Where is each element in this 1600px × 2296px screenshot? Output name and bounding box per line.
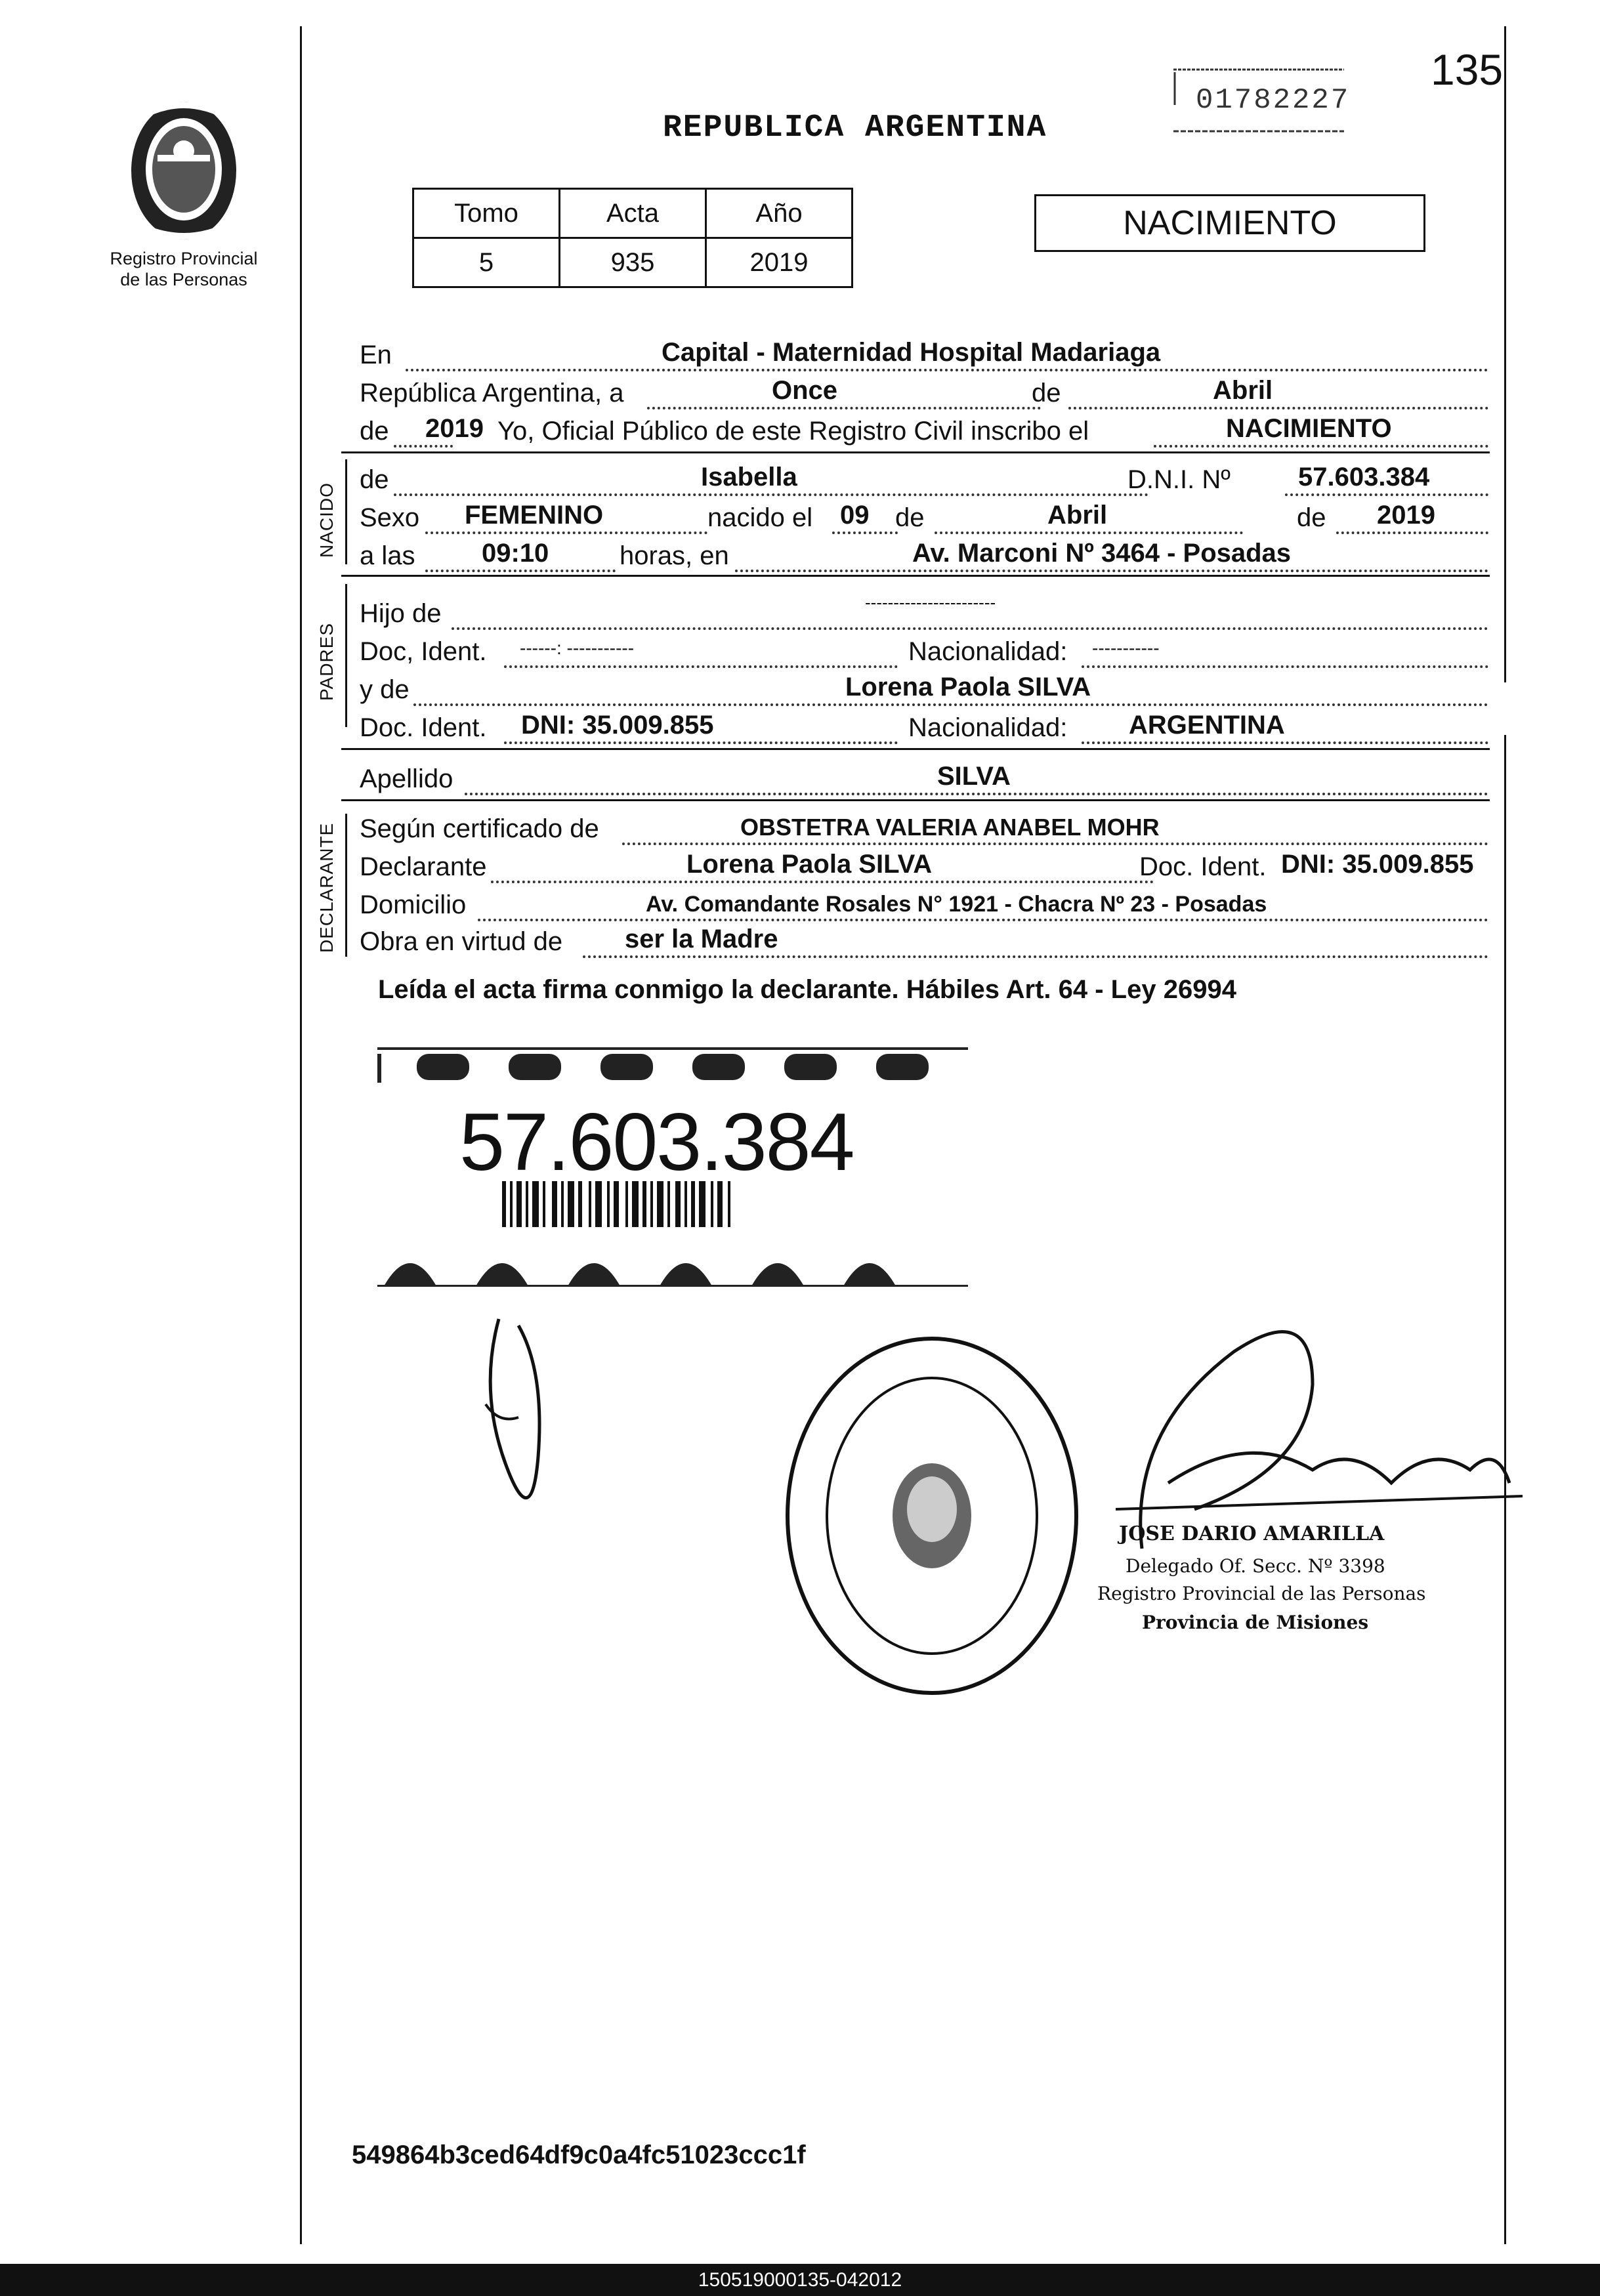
logo-caption-line1: Registro Provincial: [110, 249, 258, 268]
birth-place: Av. Marconi Nº 3464 - Posadas: [912, 539, 1292, 568]
dotted-line: [735, 570, 1488, 572]
de-label: de: [1297, 503, 1326, 532]
nacido-side-label: NACIDO: [316, 482, 337, 558]
sexo-value: FEMENINO: [465, 501, 604, 530]
hijo-value: -----------------------: [865, 593, 996, 612]
closing-statement: Leída el acta firma conmigo la declarante. Hábiles Art. 64 - Ley 26994: [378, 975, 1236, 1004]
signer-province: Provincia de Misiones: [1142, 1612, 1369, 1633]
horas-label: horas, en: [620, 541, 729, 570]
place-of-registration: Capital - Maternidad Hospital Madariaga: [662, 338, 1161, 367]
nacionalidad-label: Nacionalidad:: [908, 637, 1068, 666]
doc-value: ------: -----------: [520, 638, 635, 658]
section-rule: [341, 575, 1490, 577]
row-en: [360, 335, 1488, 373]
doc2-label: Doc. Ident.: [360, 713, 487, 742]
dotted-line: [504, 741, 898, 744]
dotted-line: [1082, 741, 1488, 744]
dotted-line: [1154, 445, 1488, 448]
declarante-side-label: DECLARANTE: [316, 822, 337, 953]
doc-label: Doc, Ident.: [360, 637, 487, 666]
dotted-line: [622, 843, 1488, 845]
dotted-line: [1068, 407, 1488, 409]
yo-text: Yo, Oficial Público de este Registro Civil inscribo el: [497, 417, 1089, 446]
row-obra: [360, 921, 1488, 959]
anio-header: Año: [706, 189, 853, 238]
row-hora: [360, 535, 1488, 574]
dotted-line: [935, 532, 1243, 534]
dotted-line: [425, 570, 616, 572]
y-de-label: y de: [360, 675, 410, 704]
hijo-label: Hijo de: [360, 599, 442, 628]
declarante-bracket: [345, 814, 347, 957]
logo-caption: [85, 248, 282, 290]
dni-label: D.N.I. Nº: [1127, 465, 1231, 494]
dotted-line: [406, 369, 1488, 371]
apellido-value: SILVA: [937, 762, 1011, 791]
dotted-line: [394, 445, 453, 448]
birth-month: Abril: [1047, 501, 1108, 530]
right-margin-line: [1504, 26, 1506, 682]
dotted-line: [413, 703, 1488, 706]
row-inscribo: [360, 411, 1488, 449]
child-dni: 57.603.384: [1298, 463, 1430, 491]
section-rule: [341, 451, 1490, 453]
row-declarante: [360, 846, 1488, 885]
row-apellido: [360, 759, 1488, 797]
section-rule: [341, 799, 1490, 801]
signer-name: JOSE DARIO AMARILLA: [1119, 1522, 1385, 1545]
page-number: 135: [1431, 45, 1504, 94]
de-label: de: [1032, 379, 1061, 407]
apellido-label: Apellido: [360, 764, 453, 793]
month-value: Abril: [1213, 376, 1273, 405]
birth-time: 09:10: [482, 539, 549, 568]
dotted-line: [425, 532, 707, 534]
tomo-header: Tomo: [413, 189, 560, 238]
serial-number: 01782227: [1196, 84, 1351, 117]
mother-dni: DNI: 35.009.855: [521, 711, 714, 740]
de-label: de: [895, 503, 925, 532]
declarante-name: Lorena Paola SILVA: [686, 850, 933, 879]
section-rule: [341, 748, 1490, 750]
acta-header: Acta: [560, 189, 706, 238]
row-fecha: [360, 373, 1488, 411]
nacionalidad2-label: Nacionalidad:: [908, 713, 1068, 742]
nacido-el-label: nacido el: [707, 503, 813, 532]
document-title: REPUBLICA ARGENTINA: [663, 110, 1047, 146]
dotted-line: [504, 665, 898, 668]
row-hijo: [360, 593, 1488, 631]
signer-office: Registro Provincial de las Personas: [1097, 1583, 1426, 1604]
mother-nationality: ARGENTINA: [1129, 711, 1285, 740]
dotted-line: [491, 881, 1154, 883]
en-label: En: [360, 341, 392, 369]
row-domicilio: [360, 885, 1488, 923]
row-sexo: [360, 497, 1488, 535]
declarante-label: Declarante: [360, 852, 487, 881]
anio-value: 2019: [706, 238, 853, 287]
dotted-line: [1082, 665, 1488, 668]
tomo-value: 5: [413, 238, 560, 287]
nacionalidad-value: -----------: [1092, 638, 1160, 658]
handwritten-signature-left: [459, 1293, 591, 1555]
tomo-acta-table: [412, 188, 853, 288]
record-type-box: NACIMIENTO: [1034, 194, 1425, 252]
official-stamp: [781, 1332, 1083, 1700]
birth-year: 2019: [1377, 501, 1435, 530]
dotted-line: [583, 955, 1488, 958]
year-value: 2019: [425, 414, 484, 443]
declarante-dni: DNI: 35.009.855: [1281, 850, 1474, 879]
de-label: de: [360, 465, 389, 494]
row-doc-padre: [360, 631, 1488, 669]
obra-value: ser la Madre: [625, 925, 778, 953]
padres-side-label: PADRES: [316, 622, 337, 701]
dotted-line: [394, 493, 1148, 496]
de2-label: de: [360, 417, 389, 446]
logo-caption-line2: de las Personas: [120, 270, 247, 289]
cert-value: OBSTETRA VALERIA ANABEL MOHR: [740, 814, 1160, 841]
dotted-line: [1285, 493, 1488, 496]
inscribo-value: NACIMIENTO: [1226, 414, 1392, 443]
left-margin-line: [300, 26, 302, 2244]
child-name: Isabella: [701, 463, 797, 491]
dotted-line: [452, 627, 1488, 630]
row-doc-madre: [360, 707, 1488, 745]
cert-label: Según certificado de: [360, 814, 599, 843]
signer-title: Delegado Of. Secc. Nº 3398: [1126, 1555, 1385, 1577]
nacido-bracket: [345, 459, 347, 564]
republica-label: República Argentina, a: [360, 379, 624, 407]
day-value: Once: [772, 376, 838, 405]
sexo-label: Sexo: [360, 503, 420, 532]
domicilio-value: Av. Comandante Rosales N° 1921 - Chacra Nº 23 - Posadas: [646, 892, 1267, 917]
row-certificado: [360, 808, 1488, 846]
birth-day: 09: [840, 501, 870, 530]
mother-name: Lorena Paola SILVA: [845, 673, 1091, 701]
dotted-line: [647, 407, 1041, 409]
padres-bracket: [345, 584, 347, 727]
province-seal-logo: [118, 92, 249, 249]
row-madre: [360, 669, 1488, 707]
domicilio-label: Domicilio: [360, 890, 467, 919]
document-hash: 549864b3ced64df9c0a4fc51023ccc1f: [352, 2140, 806, 2169]
row-nombre: [360, 459, 1488, 497]
acta-value: 935: [560, 238, 706, 287]
a-las-label: a las: [360, 541, 415, 570]
dotted-line: [465, 793, 1488, 795]
dotted-line: [1336, 532, 1488, 534]
footer-code: 150519000135-042012: [698, 2269, 902, 2291]
doc-ident-label: Doc. Ident.: [1139, 852, 1267, 881]
dotted-line: [832, 532, 898, 534]
obra-label: Obra en virtud de: [360, 927, 563, 956]
dni-large-number: 57.603.384: [459, 1097, 854, 1188]
